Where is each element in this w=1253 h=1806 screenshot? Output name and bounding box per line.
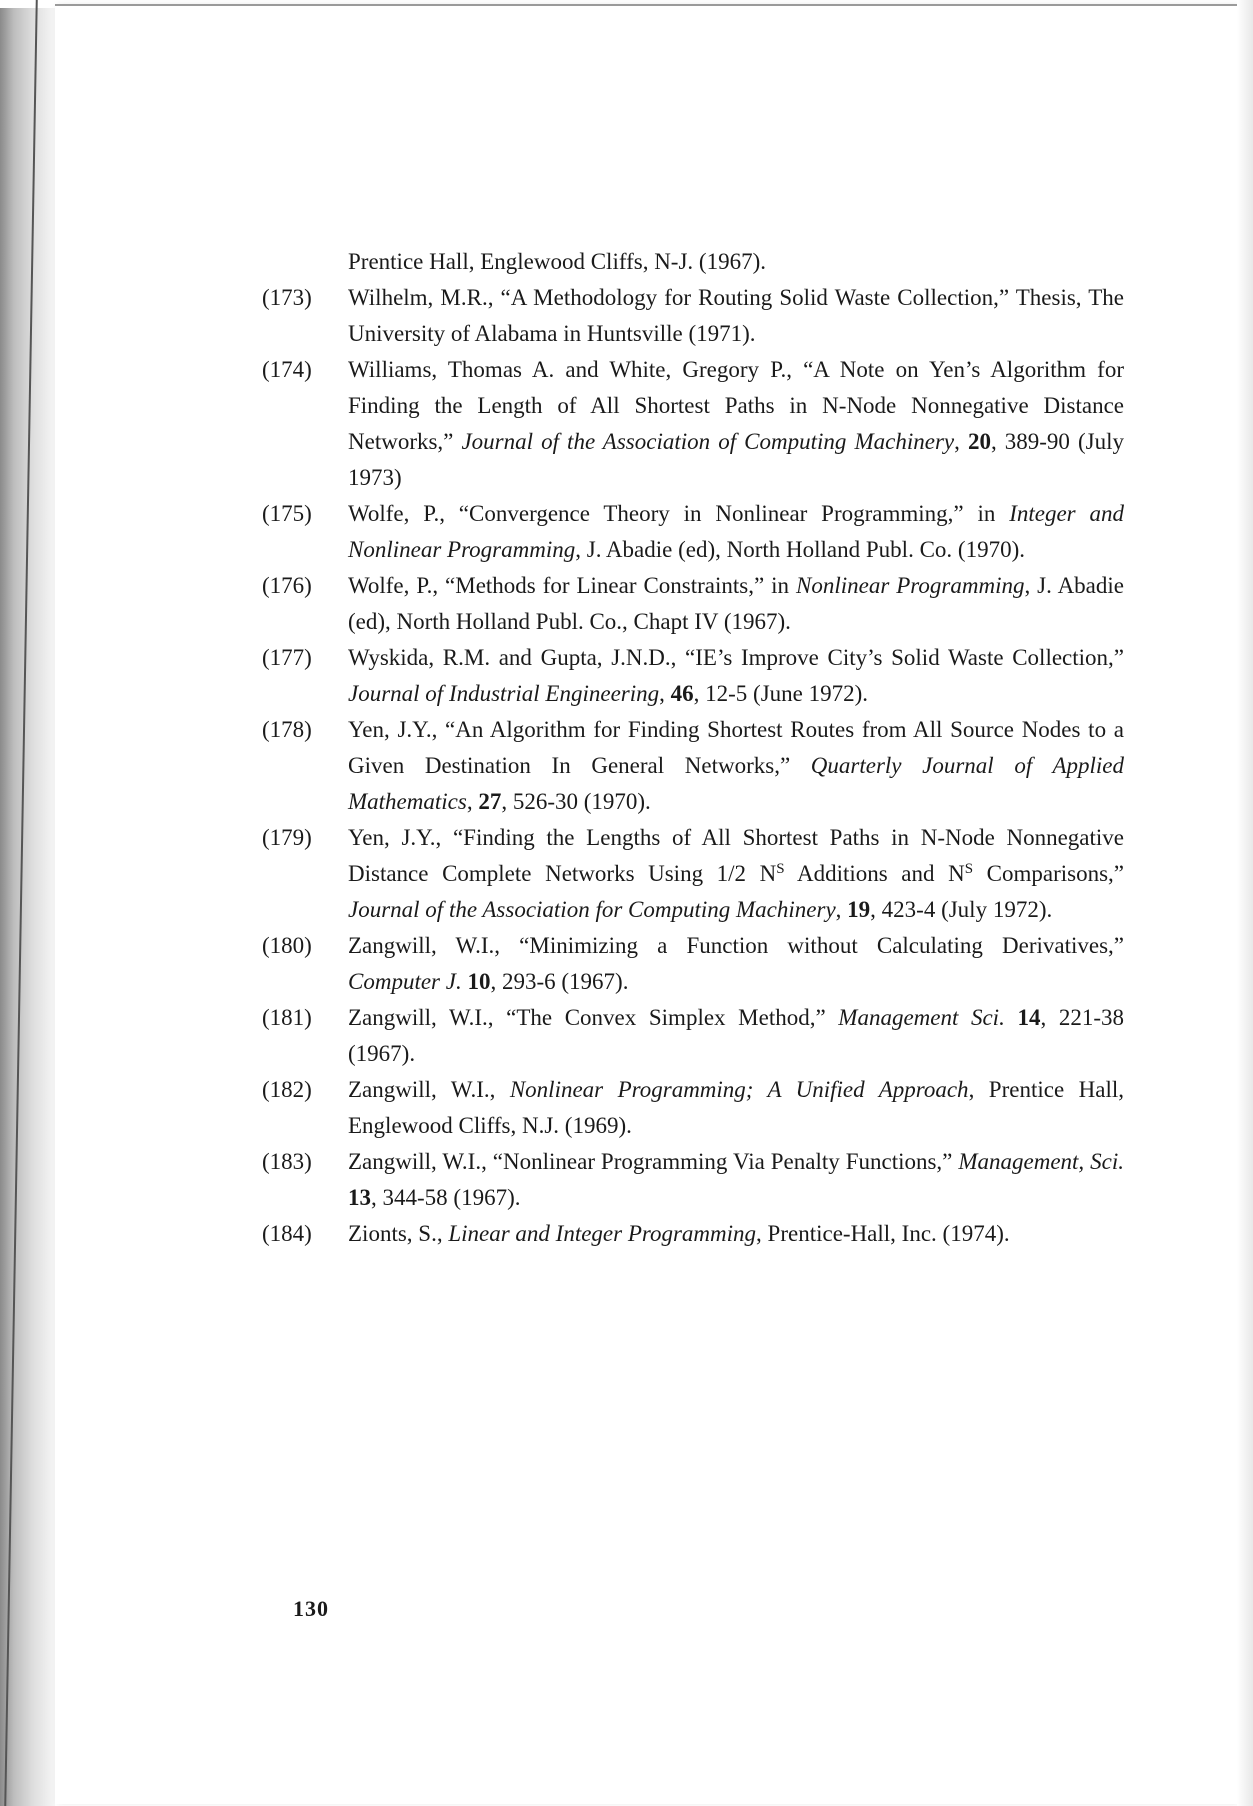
reference-text xyxy=(348,568,1124,640)
reference-fragment: Yen, J.Y., “An Algorithm for Finding Shortest Routes from All Source Nodes to a Given Destination In General Networks,” xyxy=(348,717,1124,778)
reference-fragment: , xyxy=(466,789,479,814)
reference-text xyxy=(348,1216,1124,1252)
reference-fragment: Zangwill, W.I., “The Convex Simplex Method,” xyxy=(348,1005,839,1030)
reference-list xyxy=(262,244,1124,1252)
reference-entry xyxy=(262,1216,1124,1252)
reference-fragment: , xyxy=(954,429,968,454)
reference-entries xyxy=(262,280,1124,1252)
reference-text xyxy=(348,640,1124,712)
reference-title: Journal of the Association for Computing Machinery xyxy=(348,897,836,922)
reference-fragment: Zangwill, W.I., “Nonlinear Programming Via Penalty Functions,” xyxy=(348,1149,959,1174)
reference-number: (176) xyxy=(262,573,312,598)
reference-fragment: Additions and N xyxy=(784,861,965,886)
reference-title: Nonlinear Programming xyxy=(796,573,1025,598)
reference-text xyxy=(348,928,1124,1000)
reference-entry xyxy=(262,496,1124,568)
reference-fragment: , 221-38 (1967). xyxy=(348,1005,1124,1066)
reference-fragment: , J. Abadie (ed), North Holland Publ. Co., Chapt IV (1967). xyxy=(348,573,1124,634)
reference-fragment: , 423-4 (July 1972). xyxy=(870,897,1053,922)
reference-entry xyxy=(262,352,1124,496)
reference-number: (184) xyxy=(262,1221,312,1246)
reference-fragment: Wolfe, P., “Convergence Theory in Nonlinear Programming,” in xyxy=(348,501,1010,526)
superscript: S xyxy=(776,861,785,877)
reference-entry xyxy=(262,1072,1124,1144)
reference-number: (177) xyxy=(262,645,312,670)
reference-text xyxy=(348,1144,1124,1216)
reference-text xyxy=(348,820,1124,928)
reference-title: Linear and Integer Programming xyxy=(448,1221,757,1246)
reference-title: Management, Sci. xyxy=(958,1149,1124,1174)
reference-fragment: , 293-6 (1967). xyxy=(490,969,629,994)
reference-continuation xyxy=(262,244,1124,280)
reference-fragment: Comparisons,” xyxy=(973,861,1124,886)
reference-fragment: Zionts, S., xyxy=(348,1221,449,1246)
reference-number: (182) xyxy=(262,1077,312,1102)
reference-volume: 46 xyxy=(670,681,694,706)
reference-volume: 20 xyxy=(967,429,991,454)
reference-fragment xyxy=(1005,1005,1018,1030)
reference-text xyxy=(348,352,1124,496)
reference-text xyxy=(348,1000,1124,1072)
reference-number: (181) xyxy=(262,1005,312,1030)
reference-fragment: , 12-5 (June 1972). xyxy=(693,681,869,706)
reference-fragment: , 344-58 (1967). xyxy=(371,1185,521,1210)
reference-title: Journal of Industrial Engineering xyxy=(348,681,660,706)
reference-entry xyxy=(262,568,1124,640)
reference-volume: 19 xyxy=(847,897,871,922)
reference-fragment: , 526-30 (1970). xyxy=(501,789,651,814)
reference-fragment: , xyxy=(835,897,848,922)
reference-title: Computer J. xyxy=(348,969,462,994)
reference-fragment: Zangwill, W.I., xyxy=(348,1077,510,1102)
reference-title: Management Sci. xyxy=(838,1005,1005,1030)
reference-number: (179) xyxy=(262,825,312,850)
reference-fragment: , xyxy=(659,681,671,706)
page-right-edge xyxy=(1237,0,1253,1806)
reference-title: Journal of the Association of Computing Machinery xyxy=(461,429,955,454)
reference-title: Integer and Nonlinear Programming xyxy=(348,501,1124,562)
reference-entry xyxy=(262,820,1124,928)
reference-fragment: Wolfe, P., “Methods for Linear Constraints,” in xyxy=(348,573,797,598)
reference-number: (178) xyxy=(262,717,312,742)
reference-fragment: Wyskida, R.M. and Gupta, J.N.D., “IE’s Improve City’s Solid Waste Collection,” xyxy=(348,645,1124,670)
reference-text xyxy=(348,280,1124,352)
reference-entry xyxy=(262,712,1124,820)
reference-number: (180) xyxy=(262,933,312,958)
page-number: 130 xyxy=(293,1596,329,1621)
reference-text xyxy=(348,496,1124,568)
reference-number: (174) xyxy=(262,357,312,382)
reference-entry xyxy=(262,928,1124,1000)
reference-fragment: , Prentice Hall, Englewood Cliffs, N.J. (1969). xyxy=(348,1077,1124,1138)
reference-entry xyxy=(262,280,1124,352)
reference-text xyxy=(348,712,1124,820)
reference-volume: 10 xyxy=(467,969,491,994)
reference-number: (173) xyxy=(262,285,312,310)
reference-number: (183) xyxy=(262,1149,312,1174)
reference-fragment: , J. Abadie (ed), North Holland Publ. Co. (1970). xyxy=(575,537,1025,562)
reference-fragment: , 389-90 (July 1973) xyxy=(348,429,1124,490)
reference-title: Nonlinear Programming; A Unified Approach xyxy=(509,1077,969,1102)
reference-entry xyxy=(262,640,1124,712)
reference-volume: 27 xyxy=(478,789,502,814)
reference-fragment: Zangwill, W.I., “Minimizing a Function without Calculating Derivatives,” xyxy=(348,933,1124,958)
reference-volume: 13 xyxy=(348,1185,371,1210)
reference-continuation-text: Prentice Hall, Englewood Cliffs, N-J. (1967). xyxy=(348,249,766,274)
superscript: S xyxy=(964,861,974,877)
reference-text xyxy=(348,1072,1124,1144)
reference-fragment: Yen, J.Y., “Finding the Lengths of All Shortest Paths in N-Node Nonnegative Distance Complete Networks Using 1/2 N xyxy=(348,825,1124,886)
reference-entry xyxy=(262,1144,1124,1216)
reference-fragment: Wilhelm, M.R., “A Methodology for Routing Solid Waste Collection,” Thesis, The University of Alabama in Huntsville (1971). xyxy=(348,285,1124,346)
reference-volume: 14 xyxy=(1017,1005,1041,1030)
reference-fragment: , Prentice-Hall, Inc. (1974). xyxy=(756,1221,1010,1246)
reference-entry xyxy=(262,1000,1124,1072)
reference-title: Quarterly Journal of Applied Mathematics xyxy=(348,753,1124,814)
reference-fragment: Williams, Thomas A. and White, Gregory P., “A Note on Yen’s Algorithm for Finding the Length of All Shortest Paths in N-Node Nonnegative Distance Networks,” xyxy=(348,357,1124,454)
reference-number: (175) xyxy=(262,501,312,526)
